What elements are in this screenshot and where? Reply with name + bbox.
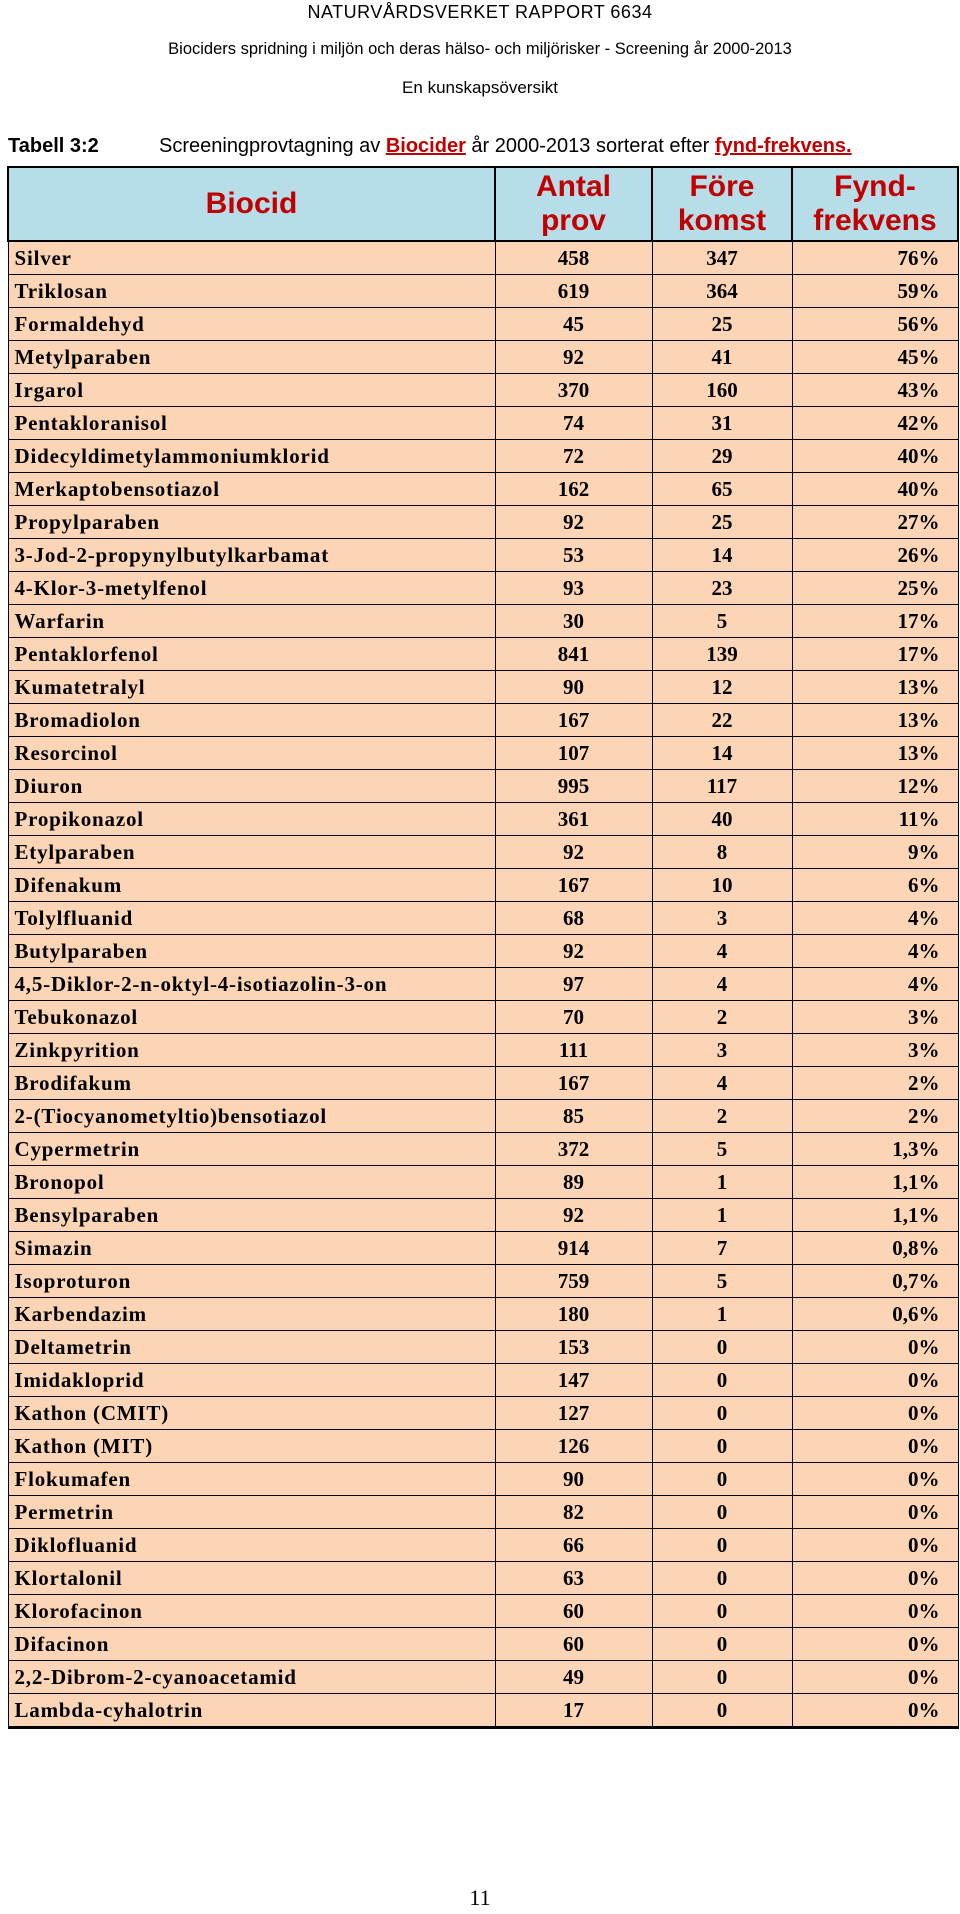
antal-prov-cell: 89	[495, 1166, 652, 1199]
biocid-name-cell: Bensylparaben	[8, 1199, 495, 1232]
forekomst-cell: 1	[652, 1199, 792, 1232]
biocid-name-cell: Difenakum	[8, 869, 495, 902]
antal-prov-cell: 995	[495, 770, 652, 803]
antal-prov-cell: 66	[495, 1529, 652, 1562]
antal-prov-cell: 107	[495, 737, 652, 770]
forekomst-cell: 10	[652, 869, 792, 902]
header-fore-line1: Före	[689, 170, 755, 203]
caption-highlight-biocider: Biocider	[385, 135, 466, 157]
table-row	[8, 1562, 958, 1595]
fyndfrekvens-cell: 4%	[792, 935, 958, 968]
antal-prov-cell: 111	[495, 1034, 652, 1067]
fyndfrekvens-cell: 0,6%	[792, 1298, 958, 1331]
fyndfrekvens-cell: 1,1%	[792, 1199, 958, 1232]
antal-prov-cell: 619	[495, 275, 652, 308]
table-row	[8, 704, 958, 737]
fyndfrekvens-cell: 45%	[792, 341, 958, 374]
table-row	[8, 440, 958, 473]
biocid-name-cell: Klortalonil	[8, 1562, 495, 1595]
antal-prov-cell: 72	[495, 440, 652, 473]
fyndfrekvens-cell: 0%	[792, 1595, 958, 1628]
forekomst-cell: 5	[652, 1265, 792, 1298]
biocid-name-cell: Tebukonazol	[8, 1001, 495, 1034]
antal-prov-cell: 361	[495, 803, 652, 836]
table-row	[8, 1034, 958, 1067]
antal-prov-cell: 372	[495, 1133, 652, 1166]
fyndfrekvens-cell: 0%	[792, 1331, 958, 1364]
biocid-name-cell: Resorcinol	[8, 737, 495, 770]
fyndfrekvens-cell: 1,3%	[792, 1133, 958, 1166]
biocid-name-cell: Pentaklorfenol	[8, 638, 495, 671]
biocid-name-cell: Karbendazim	[8, 1298, 495, 1331]
fyndfrekvens-cell: 2%	[792, 1067, 958, 1100]
table-row	[8, 737, 958, 770]
antal-prov-cell: 49	[495, 1661, 652, 1694]
biocid-name-cell: Imidakloprid	[8, 1364, 495, 1397]
biocid-name-cell: Bronopol	[8, 1166, 495, 1199]
biocid-name-cell: 4,5-Diklor-2-n-oktyl-4-isotiazolin-3-on	[8, 968, 495, 1001]
fyndfrekvens-cell: 43%	[792, 374, 958, 407]
header-fynd-line2: frekvens	[813, 204, 937, 237]
biocid-name-cell: Zinkpyrition	[8, 1034, 495, 1067]
forekomst-cell: 23	[652, 572, 792, 605]
forekomst-cell: 22	[652, 704, 792, 737]
fyndfrekvens-cell: 0,7%	[792, 1265, 958, 1298]
table-row	[8, 1529, 958, 1562]
table-row	[8, 572, 958, 605]
antal-prov-cell: 68	[495, 902, 652, 935]
forekomst-cell: 7	[652, 1232, 792, 1265]
antal-prov-cell: 70	[495, 1001, 652, 1034]
fyndfrekvens-cell: 0%	[792, 1430, 958, 1463]
table-row	[8, 935, 958, 968]
table-row	[8, 638, 958, 671]
antal-prov-cell: 92	[495, 1199, 652, 1232]
forekomst-cell: 0	[652, 1661, 792, 1694]
header-fynd-line1: Fynd-	[834, 170, 916, 203]
biocid-name-cell: 4-Klor-3-metylfenol	[8, 572, 495, 605]
fyndfrekvens-cell: 11%	[792, 803, 958, 836]
report-subtitle: Biociders spridning i miljön och deras hälso- och miljörisker - Screening år 2000-2013	[168, 40, 792, 58]
table-row	[8, 1265, 958, 1298]
biocid-name-cell: Pentakloranisol	[8, 407, 495, 440]
biocid-name-cell: Tolylfluanid	[8, 902, 495, 935]
biocid-name-cell: Difacinon	[8, 1628, 495, 1661]
forekomst-cell: 0	[652, 1496, 792, 1529]
forekomst-cell: 2	[652, 1001, 792, 1034]
biocid-name-cell: Didecyldimetylammoniumklorid	[8, 440, 495, 473]
antal-prov-cell: 127	[495, 1397, 652, 1430]
table-row	[8, 869, 958, 902]
biocid-name-cell: Propikonazol	[8, 803, 495, 836]
table-header-row	[8, 167, 958, 241]
antal-prov-cell: 180	[495, 1298, 652, 1331]
biocid-name-cell: Formaldehyd	[8, 308, 495, 341]
fyndfrekvens-cell: 0%	[792, 1463, 958, 1496]
table-row	[8, 1199, 958, 1232]
forekomst-cell: 0	[652, 1463, 792, 1496]
table-row	[8, 473, 958, 506]
antal-prov-cell: 17	[495, 1694, 652, 1728]
fyndfrekvens-cell: 6%	[792, 869, 958, 902]
caption-highlight-fyndfrekvens: fynd-frekvens.	[714, 135, 852, 157]
table-row	[8, 1298, 958, 1331]
biocid-table	[7, 166, 959, 1729]
antal-prov-cell: 97	[495, 968, 652, 1001]
fyndfrekvens-cell: 27%	[792, 506, 958, 539]
forekomst-cell: 8	[652, 836, 792, 869]
antal-prov-cell: 92	[495, 836, 652, 869]
table-row	[8, 803, 958, 836]
forekomst-cell: 4	[652, 1067, 792, 1100]
fyndfrekvens-cell: 2%	[792, 1100, 958, 1133]
fyndfrekvens-cell: 4%	[792, 902, 958, 935]
biocid-name-cell: Triklosan	[8, 275, 495, 308]
header-biocid-text: Biocid	[205, 187, 298, 220]
antal-prov-cell: 162	[495, 473, 652, 506]
biocid-name-cell: Propylparaben	[8, 506, 495, 539]
forekomst-cell: 347	[652, 241, 792, 275]
antal-prov-cell: 53	[495, 539, 652, 572]
forekomst-cell: 40	[652, 803, 792, 836]
fyndfrekvens-cell: 3%	[792, 1001, 958, 1034]
biocid-name-cell: Deltametrin	[8, 1331, 495, 1364]
biocid-name-cell: Metylparaben	[8, 341, 495, 374]
header-antal-line1: Antal	[536, 170, 611, 203]
fyndfrekvens-cell: 59%	[792, 275, 958, 308]
antal-prov-cell: 74	[495, 407, 652, 440]
forekomst-cell: 0	[652, 1628, 792, 1661]
biocid-name-cell: Flokumafen	[8, 1463, 495, 1496]
forekomst-cell: 1	[652, 1298, 792, 1331]
antal-prov-cell: 92	[495, 935, 652, 968]
table-row	[8, 275, 958, 308]
biocid-name-cell: Lambda-cyhalotrin	[8, 1694, 495, 1728]
fyndfrekvens-cell: 40%	[792, 440, 958, 473]
biocid-name-cell: Merkaptobensotiazol	[8, 473, 495, 506]
forekomst-cell: 0	[652, 1364, 792, 1397]
report-title: NATURVÅRDSVERKET RAPPORT 6634	[307, 2, 653, 22]
fyndfrekvens-cell: 25%	[792, 572, 958, 605]
forekomst-cell: 29	[652, 440, 792, 473]
antal-prov-cell: 370	[495, 374, 652, 407]
forekomst-cell: 117	[652, 770, 792, 803]
table-row	[8, 1430, 958, 1463]
fyndfrekvens-cell: 56%	[792, 308, 958, 341]
biocid-name-cell: Diklofluanid	[8, 1529, 495, 1562]
table-row	[8, 1166, 958, 1199]
fyndfrekvens-cell: 0%	[792, 1562, 958, 1595]
biocid-name-cell: Brodifakum	[8, 1067, 495, 1100]
forekomst-cell: 14	[652, 539, 792, 572]
table-row	[8, 1232, 958, 1265]
antal-prov-cell: 92	[495, 506, 652, 539]
forekomst-cell: 41	[652, 341, 792, 374]
forekomst-cell: 5	[652, 1133, 792, 1166]
fyndfrekvens-cell: 13%	[792, 671, 958, 704]
forekomst-cell: 4	[652, 968, 792, 1001]
fyndfrekvens-cell: 3%	[792, 1034, 958, 1067]
fyndfrekvens-cell: 0%	[792, 1694, 958, 1728]
table-row	[8, 1100, 958, 1133]
forekomst-cell: 0	[652, 1331, 792, 1364]
forekomst-cell: 0	[652, 1562, 792, 1595]
fyndfrekvens-cell: 42%	[792, 407, 958, 440]
biocid-name-cell: Etylparaben	[8, 836, 495, 869]
forekomst-cell: 139	[652, 638, 792, 671]
header-antal-prov	[495, 167, 652, 241]
antal-prov-cell: 85	[495, 1100, 652, 1133]
fyndfrekvens-cell: 1,1%	[792, 1166, 958, 1199]
fyndfrekvens-cell: 9%	[792, 836, 958, 869]
biocid-name-cell: 2,2-Dibrom-2-cyanoacetamid	[8, 1661, 495, 1694]
biocid-name-cell: 3-Jod-2-propynylbutylkarbamat	[8, 539, 495, 572]
antal-prov-cell: 458	[495, 241, 652, 275]
biocid-name-cell: Isoproturon	[8, 1265, 495, 1298]
table-row	[8, 1694, 958, 1728]
forekomst-cell: 0	[652, 1595, 792, 1628]
antal-prov-cell: 93	[495, 572, 652, 605]
table-row	[8, 902, 958, 935]
table-row	[8, 770, 958, 803]
forekomst-cell: 0	[652, 1694, 792, 1728]
caption-text-middle: år 2000-2013 sorterat efter	[465, 135, 715, 157]
table-row	[8, 241, 958, 275]
antal-prov-cell: 63	[495, 1562, 652, 1595]
forekomst-cell: 0	[652, 1430, 792, 1463]
table-row	[8, 1628, 958, 1661]
antal-prov-cell: 92	[495, 341, 652, 374]
forekomst-cell: 25	[652, 506, 792, 539]
fyndfrekvens-cell: 13%	[792, 737, 958, 770]
forekomst-cell: 2	[652, 1100, 792, 1133]
table-row	[8, 539, 958, 572]
forekomst-cell: 160	[652, 374, 792, 407]
antal-prov-cell: 126	[495, 1430, 652, 1463]
biocid-name-cell: Permetrin	[8, 1496, 495, 1529]
table-row	[8, 1331, 958, 1364]
table-row	[8, 1661, 958, 1694]
antal-prov-cell: 90	[495, 1463, 652, 1496]
fyndfrekvens-cell: 17%	[792, 605, 958, 638]
table-row	[8, 308, 958, 341]
antal-prov-cell: 914	[495, 1232, 652, 1265]
biocid-name-cell: Simazin	[8, 1232, 495, 1265]
table-row	[8, 1364, 958, 1397]
fyndfrekvens-cell: 40%	[792, 473, 958, 506]
antal-prov-cell: 841	[495, 638, 652, 671]
table-row	[8, 506, 958, 539]
fyndfrekvens-cell: 0%	[792, 1364, 958, 1397]
forekomst-cell: 65	[652, 473, 792, 506]
forekomst-cell: 14	[652, 737, 792, 770]
forekomst-cell: 3	[652, 902, 792, 935]
forekomst-cell: 12	[652, 671, 792, 704]
report-subtitle-2: En kunskapsöversikt	[402, 78, 558, 97]
header-fyndfrekvens	[792, 167, 958, 241]
table-row	[8, 341, 958, 374]
fyndfrekvens-cell: 4%	[792, 968, 958, 1001]
biocid-name-cell: Kathon (CMIT)	[8, 1397, 495, 1430]
antal-prov-cell: 82	[495, 1496, 652, 1529]
biocid-name-cell: 2-(Tiocyanometyltio)bensotiazol	[8, 1100, 495, 1133]
biocid-name-cell: Klorofacinon	[8, 1595, 495, 1628]
antal-prov-cell: 759	[495, 1265, 652, 1298]
table-row	[8, 605, 958, 638]
fyndfrekvens-cell: 76%	[792, 241, 958, 275]
forekomst-cell: 4	[652, 935, 792, 968]
forekomst-cell: 31	[652, 407, 792, 440]
header-antal-line2: prov	[540, 204, 606, 237]
antal-prov-cell: 60	[495, 1595, 652, 1628]
biocid-name-cell: Diuron	[8, 770, 495, 803]
page-number: 11	[469, 1885, 491, 1910]
fyndfrekvens-cell: 0%	[792, 1397, 958, 1430]
header-forekomst	[652, 167, 792, 241]
fyndfrekvens-cell: 0%	[792, 1529, 958, 1562]
fyndfrekvens-cell: 12%	[792, 770, 958, 803]
table-row	[8, 1067, 958, 1100]
biocid-name-cell: Kathon (MIT)	[8, 1430, 495, 1463]
biocid-name-cell: Bromadiolon	[8, 704, 495, 737]
fyndfrekvens-cell: 17%	[792, 638, 958, 671]
biocid-name-cell: Warfarin	[8, 605, 495, 638]
fyndfrekvens-cell: 0%	[792, 1628, 958, 1661]
table-row	[8, 1496, 958, 1529]
table-row	[8, 374, 958, 407]
antal-prov-cell: 90	[495, 671, 652, 704]
fyndfrekvens-cell: 0,8%	[792, 1232, 958, 1265]
table-row	[8, 1595, 958, 1628]
biocid-name-cell: Irgarol	[8, 374, 495, 407]
table-row	[8, 968, 958, 1001]
antal-prov-cell: 167	[495, 1067, 652, 1100]
caption-text-before: Screeningprovtagning av	[159, 135, 386, 157]
fyndfrekvens-cell: 13%	[792, 704, 958, 737]
table-row	[8, 1463, 958, 1496]
biocid-name-cell: Butylparaben	[8, 935, 495, 968]
forekomst-cell: 1	[652, 1166, 792, 1199]
table-row	[8, 1001, 958, 1034]
table-row	[8, 671, 958, 704]
forekomst-cell: 5	[652, 605, 792, 638]
forekomst-cell: 364	[652, 275, 792, 308]
antal-prov-cell: 45	[495, 308, 652, 341]
table-row	[8, 407, 958, 440]
forekomst-cell: 0	[652, 1529, 792, 1562]
antal-prov-cell: 167	[495, 869, 652, 902]
fyndfrekvens-cell: 0%	[792, 1496, 958, 1529]
header-fore-line2: komst	[677, 204, 767, 237]
table-caption-text	[159, 135, 852, 158]
antal-prov-cell: 30	[495, 605, 652, 638]
table-row	[8, 1133, 958, 1166]
biocid-name-cell: Cypermetrin	[8, 1133, 495, 1166]
table-label: Tabell 3:2	[8, 135, 99, 157]
antal-prov-cell: 147	[495, 1364, 652, 1397]
header-biocid	[8, 167, 495, 241]
biocid-name-cell: Silver	[8, 241, 495, 275]
biocid-name-cell: Kumatetralyl	[8, 671, 495, 704]
fyndfrekvens-cell: 0%	[792, 1661, 958, 1694]
table-row	[8, 836, 958, 869]
antal-prov-cell: 153	[495, 1331, 652, 1364]
antal-prov-cell: 60	[495, 1628, 652, 1661]
antal-prov-cell: 167	[495, 704, 652, 737]
table-body	[8, 241, 958, 1728]
forekomst-cell: 0	[652, 1397, 792, 1430]
table-row	[8, 1397, 958, 1430]
forekomst-cell: 25	[652, 308, 792, 341]
fyndfrekvens-cell: 26%	[792, 539, 958, 572]
forekomst-cell: 3	[652, 1034, 792, 1067]
